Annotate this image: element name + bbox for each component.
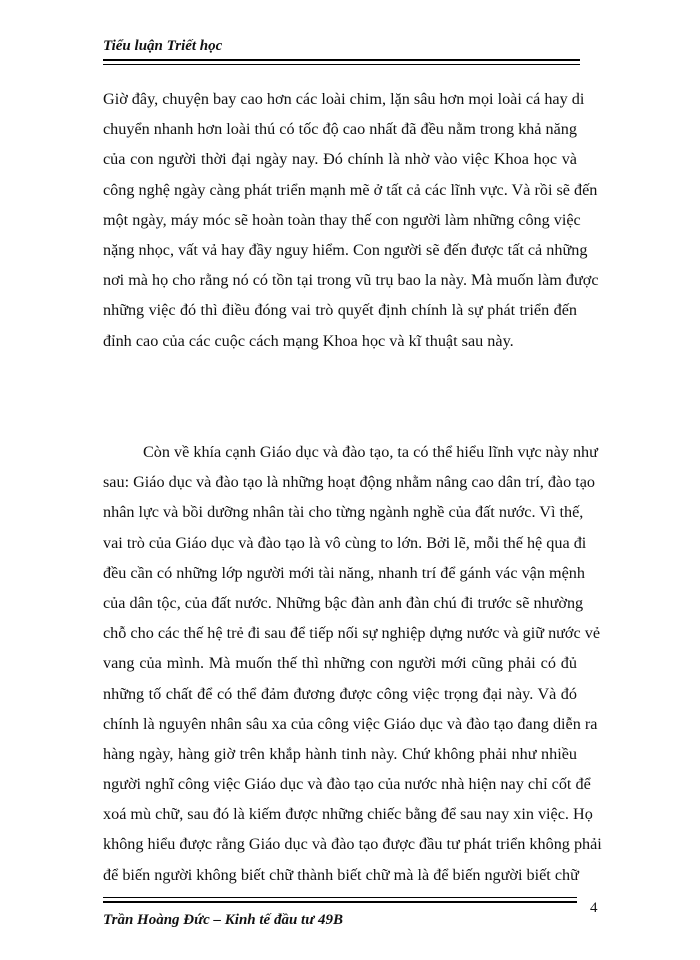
text-line: đỉnh cao của các cuộc cách mạng Khoa học và kĩ thuật sau này. — [103, 331, 514, 350]
text-line: vang của mình. Mà muốn thế thì những con người mới cũng phải có đủ — [103, 654, 577, 673]
text-line: một ngày, máy móc sẽ hoàn toàn thay thế con người làm những công việc — [103, 210, 581, 229]
page-number: 4 — [590, 900, 598, 916]
header-rule-secondary — [103, 64, 580, 65]
text-line: của con người thời đại ngày nay. Đó chính là nhờ vào việc Khoa học và — [103, 150, 577, 169]
text-line: hàng ngày, hàng giờ trên khắp hành tinh này. Chứ không phải như nhiều — [103, 744, 577, 763]
header-rule — [103, 59, 580, 61]
text-line: Giờ đây, chuyện bay cao hơn các loài chim, lặn sâu hơn mọi loài cá hay di — [103, 90, 585, 108]
text-line: chỗ cho các thế hệ trẻ đi sau để tiếp nối sự nghiệp dựng nước và giữ nước vẻ — [103, 624, 601, 643]
text-line: không hiểu được rằng Giáo dục và đào tạo được đầu tư phát triển không phải — [103, 835, 602, 854]
text-line: chuyển nhanh hơn loài thú có tốc độ cao nhất đã đều nằm trong khả năng — [103, 120, 577, 139]
text-line: nơi mà họ cho rằng nó có tồn tại trong vũ trụ bao la này. Mà muốn làm được — [103, 271, 599, 290]
text-line: để biến người không biết chữ thành biết chữ mà là để biến người biết chữ — [103, 865, 579, 884]
text-line: xoá mù chữ, sau đó là kiếm được những chiếc bằng để sau nay xin việc. Họ — [103, 805, 593, 824]
text-line: sau: Giáo dục và đào tạo là những hoạt động nhằm nâng cao dân trí, đào tạo — [103, 473, 596, 492]
text-line: người nghĩ công việc Giáo dục và đào tạo của nước nhà hiện nay chỉ cốt để — [103, 775, 591, 794]
text-line: của dân tộc, của đất nước. Những bậc đàn anh đàn chú đi trước sẽ nhường — [103, 593, 584, 612]
footer-rule — [103, 901, 577, 903]
body-paragraph-2 — [103, 437, 602, 890]
text-line: nặng nhọc, vất vả hay đầy nguy hiểm. Con người sẽ đến được tất cả những — [103, 240, 588, 259]
running-footer: Trần Hoàng Đức – Kinh tế đầu tư 49B — [103, 912, 343, 928]
text-line: công nghệ ngày càng phát triển mạnh mẽ ở tất cả các lĩnh vực. Và rồi sẽ đến — [103, 180, 598, 199]
text-line: những tố chất để có thể đảm đương được công việc trọng đại này. Và đó — [103, 684, 577, 703]
running-header: Tiểu luận Triết học — [103, 38, 223, 54]
text-line: chính là nguyên nhân sâu xa của công việc Giáo dục và đào tạo đang diễn ra — [103, 714, 598, 733]
text-line: nhân lực và bồi dưỡng nhân tài cho từng ngành nghề của đất nước. Vì thế, — [103, 503, 584, 522]
text-line: đều cần có những lớp người mới tài năng, nhanh trí để gánh vác vận mệnh — [103, 563, 585, 582]
footer-rule-secondary — [103, 897, 577, 898]
text-line: vai trò của Giáo dục và đào tạo là vô cùng to lớn. Bởi lẽ, mỗi thế hệ qua đi — [103, 533, 587, 552]
body-paragraph-1 — [103, 84, 599, 356]
text-line: những việc đó thì điều đóng vai trò quyết định chính là sự phát triển đến — [103, 301, 577, 320]
text-line: Còn về khía cạnh Giáo dục và đào tạo, ta có thể hiểu lĩnh vực này như — [143, 443, 598, 461]
